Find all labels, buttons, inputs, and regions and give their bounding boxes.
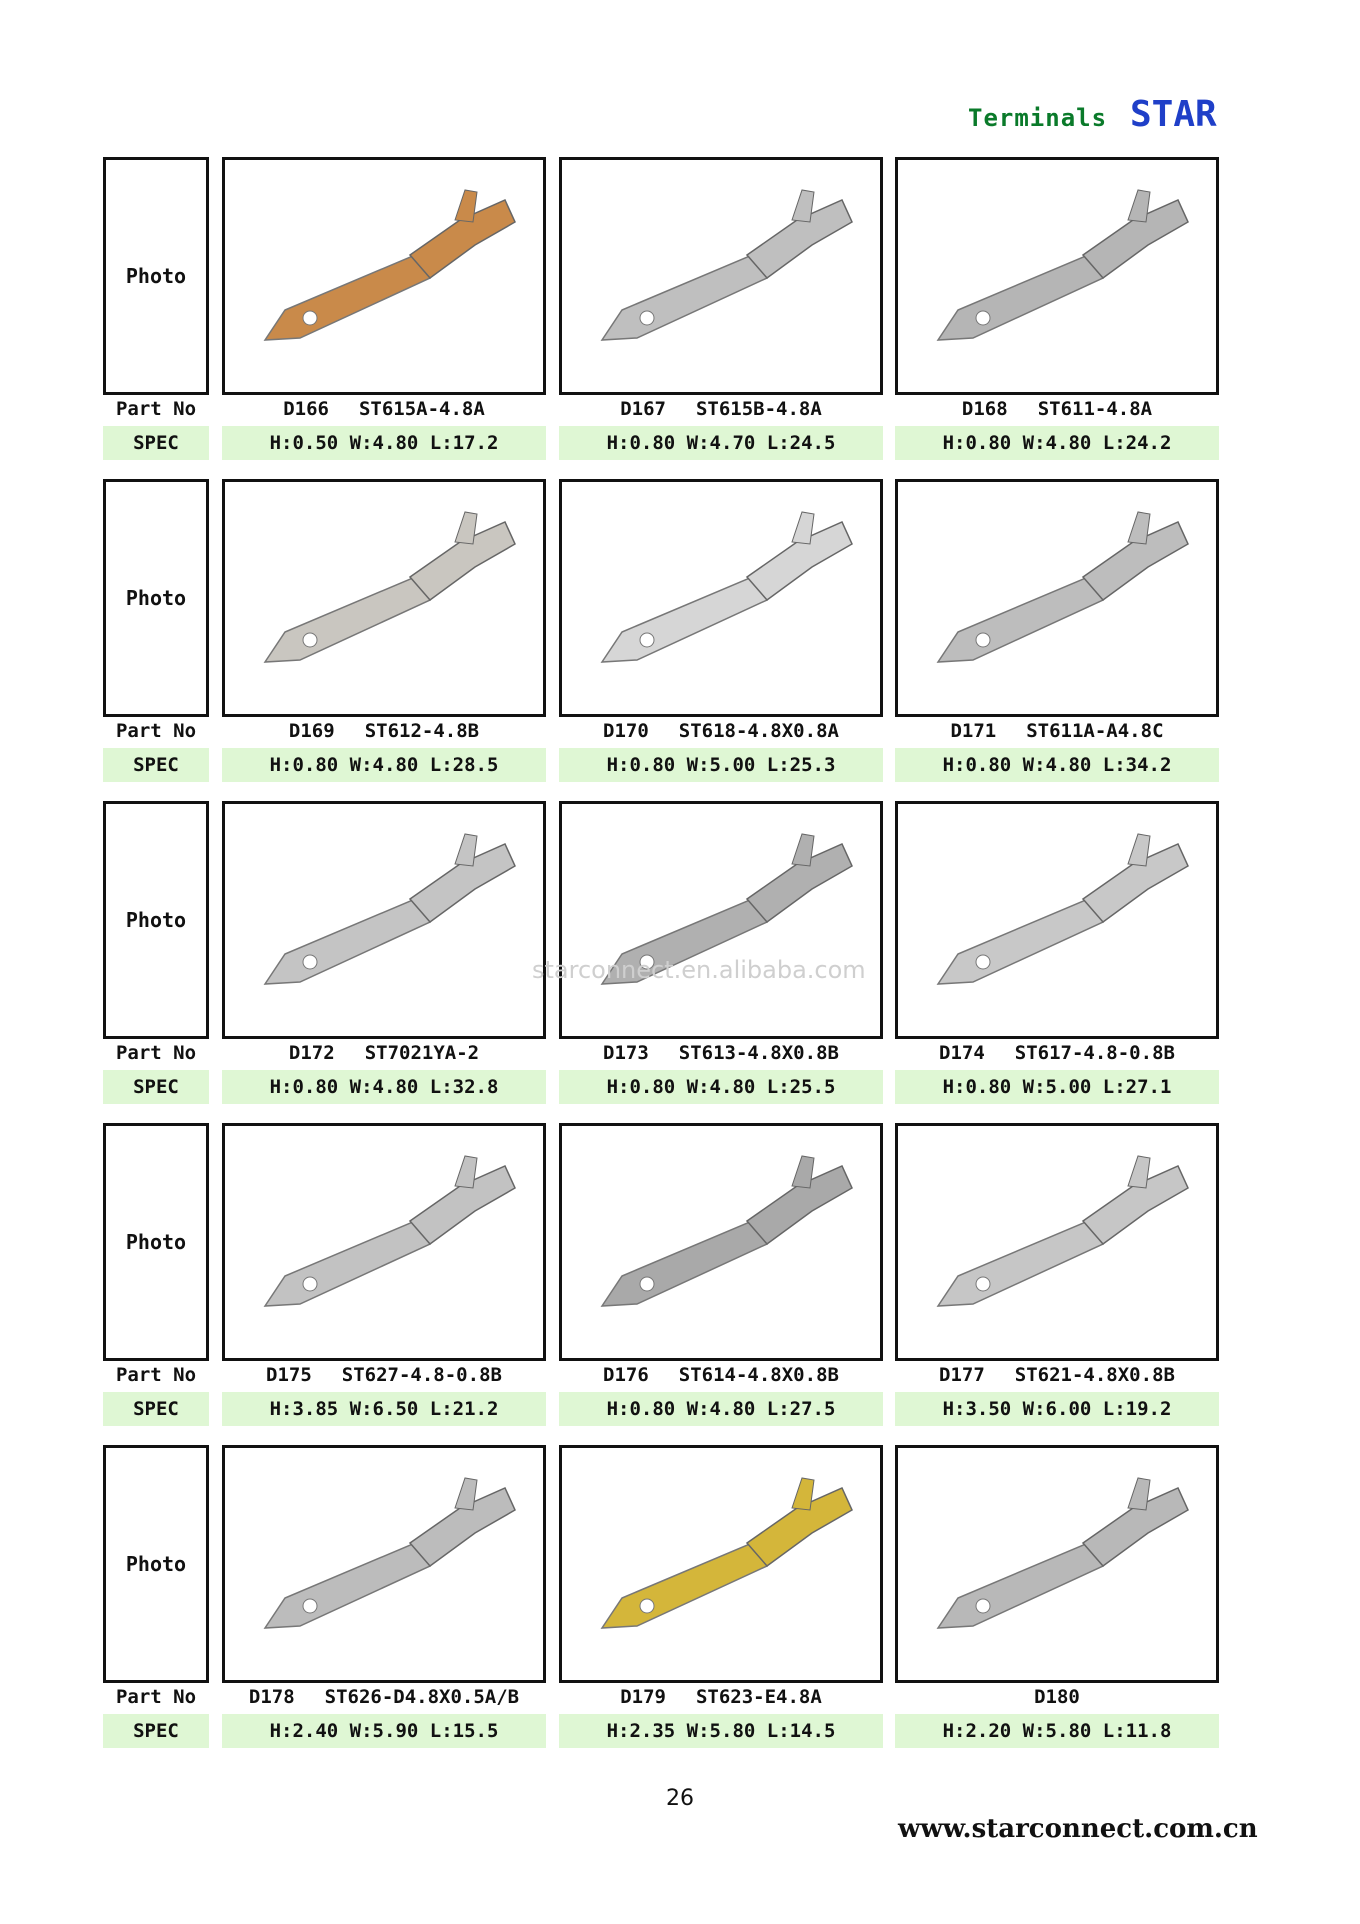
part-code: D166 — [283, 398, 329, 420]
part-number — [222, 1363, 546, 1387]
spec-value: H:0.80 W:4.80 L:28.5 — [222, 748, 546, 782]
spec-value: H:0.80 W:4.70 L:24.5 — [559, 426, 883, 460]
part-code: D173 — [603, 1042, 649, 1064]
part-model: ST611A-A4.8C — [1026, 720, 1164, 742]
terminal-blade — [938, 1543, 1103, 1628]
header-category: Terminals — [968, 104, 1108, 132]
part-number — [559, 1041, 883, 1065]
part-code: D178 — [248, 1686, 295, 1708]
terminal-photo — [559, 1445, 883, 1683]
part-no-label: Part No — [115, 1686, 197, 1708]
spec-label: SPEC — [103, 1070, 209, 1104]
terminal-illustration — [225, 482, 543, 714]
terminal-illustration — [898, 482, 1216, 714]
spec-row — [103, 426, 1218, 460]
terminal-photo — [222, 1123, 546, 1361]
part-code: D168 — [961, 398, 1008, 420]
part-number — [559, 1685, 883, 1709]
terminal-hole — [640, 311, 654, 325]
part-model: ST612-4.8B — [364, 720, 480, 742]
terminal-tab — [455, 512, 477, 544]
part-code: D179 — [620, 1686, 666, 1708]
photo-label-box — [103, 157, 209, 395]
part-number — [895, 397, 1219, 421]
catalog-group — [103, 157, 1218, 479]
part-number — [895, 1363, 1219, 1387]
photo-label: Photo — [125, 264, 187, 288]
terminal-blade — [265, 255, 430, 340]
terminal-illustration — [898, 804, 1216, 1036]
terminal-blade — [938, 899, 1103, 984]
terminal-photo — [559, 801, 883, 1039]
terminal-illustration — [562, 160, 880, 392]
terminal-hole — [303, 1599, 317, 1613]
photo-row — [103, 157, 1218, 393]
photo-label: Photo — [125, 1552, 187, 1576]
part-code: D169 — [288, 720, 335, 742]
photo-row — [103, 801, 1218, 1037]
terminal-hole — [640, 1277, 654, 1291]
spec-value: H:2.40 W:5.90 L:15.5 — [222, 1714, 546, 1748]
part-number — [895, 1685, 1219, 1709]
photo-label-box — [103, 1445, 209, 1683]
part-number — [895, 1041, 1219, 1065]
part-model: ST615A-4.8A — [358, 398, 485, 420]
part-model: ST618-4.8X0.8A — [678, 720, 839, 742]
terminal-blade — [265, 1221, 430, 1306]
spec-value: H:0.50 W:4.80 L:17.2 — [222, 426, 546, 460]
terminal-illustration — [225, 804, 543, 1036]
spec-row — [103, 1714, 1218, 1748]
spec-row — [103, 748, 1218, 782]
part-model: ST623-E4.8A — [695, 1686, 822, 1708]
part-code: D167 — [620, 398, 666, 420]
catalog-group — [103, 479, 1218, 801]
terminal-photo — [895, 1123, 1219, 1361]
photo-label: Photo — [125, 1230, 187, 1254]
photo-label: Photo — [125, 586, 187, 610]
spec-label: SPEC — [103, 1714, 209, 1748]
spec-value: H:0.80 W:4.80 L:27.5 — [559, 1392, 883, 1426]
part-no-row — [103, 1685, 1218, 1709]
part-no-row — [103, 1363, 1218, 1387]
terminal-photo — [559, 157, 883, 395]
terminal-tab — [455, 1478, 477, 1510]
terminal-blade — [938, 1221, 1103, 1306]
terminal-illustration — [898, 1448, 1216, 1680]
part-model: ST626-D4.8X0.5A/B — [324, 1686, 520, 1708]
terminal-photo — [222, 157, 546, 395]
part-code: D172 — [288, 1042, 335, 1064]
terminal-tab — [792, 834, 814, 866]
photo-label-box — [103, 479, 209, 717]
terminal-blade — [602, 577, 767, 662]
terminal-tab — [792, 1156, 814, 1188]
terminal-blade — [602, 1543, 767, 1628]
part-model: ST621-4.8X0.8B — [1014, 1364, 1175, 1386]
terminal-hole — [303, 633, 317, 647]
terminal-hole — [976, 955, 990, 969]
terminal-photo — [895, 157, 1219, 395]
terminal-hole — [640, 1599, 654, 1613]
spec-row — [103, 1392, 1218, 1426]
terminal-tab — [455, 190, 477, 222]
terminal-tab — [1128, 1478, 1150, 1510]
terminal-tab — [455, 834, 477, 866]
catalog-group — [103, 1445, 1218, 1767]
terminal-illustration — [898, 1126, 1216, 1358]
terminal-hole — [303, 955, 317, 969]
terminal-hole — [303, 1277, 317, 1291]
spec-value: H:3.50 W:6.00 L:19.2 — [895, 1392, 1219, 1426]
terminal-hole — [976, 1277, 990, 1291]
terminal-illustration — [225, 1126, 543, 1358]
part-model: ST614-4.8X0.8B — [678, 1364, 839, 1386]
spec-value: H:3.85 W:6.50 L:21.2 — [222, 1392, 546, 1426]
terminal-photo — [222, 479, 546, 717]
terminal-tab — [1128, 190, 1150, 222]
spec-label: SPEC — [103, 748, 209, 782]
part-number — [895, 719, 1219, 743]
spec-value: H:2.20 W:5.80 L:11.8 — [895, 1714, 1219, 1748]
part-code: D180 — [1034, 1686, 1080, 1708]
spec-value: H:0.80 W:4.80 L:34.2 — [895, 748, 1219, 782]
terminal-photo — [895, 479, 1219, 717]
terminal-illustration — [562, 1126, 880, 1358]
part-model: ST627-4.8-0.8B — [341, 1364, 502, 1386]
terminal-blade — [265, 899, 430, 984]
part-code: D175 — [266, 1364, 312, 1386]
terminal-blade — [938, 577, 1103, 662]
part-number — [559, 397, 883, 421]
photo-label-box — [103, 801, 209, 1039]
part-model: ST617-4.8-0.8B — [1014, 1042, 1175, 1064]
terminal-blade — [265, 1543, 430, 1628]
spec-value: H:0.80 W:4.80 L:24.2 — [895, 426, 1219, 460]
terminal-tab — [1128, 512, 1150, 544]
catalog-group — [103, 1123, 1218, 1445]
terminal-hole — [303, 311, 317, 325]
terminal-tab — [792, 190, 814, 222]
part-code: D171 — [950, 720, 997, 742]
terminal-illustration — [562, 482, 880, 714]
terminal-illustration — [562, 1448, 880, 1680]
terminal-photo — [559, 479, 883, 717]
terminal-blade — [265, 577, 430, 662]
terminal-blade — [602, 1221, 767, 1306]
terminal-photo — [559, 1123, 883, 1361]
terminal-blade — [602, 255, 767, 340]
part-model: ST7021YA-2 — [364, 1042, 480, 1064]
spec-value: H:0.80 W:4.80 L:25.5 — [559, 1070, 883, 1104]
spec-value: H:0.80 W:5.00 L:27.1 — [895, 1070, 1219, 1104]
part-number — [559, 719, 883, 743]
terminal-tab — [1128, 834, 1150, 866]
terminal-tab — [792, 1478, 814, 1510]
part-no-label: Part No — [115, 720, 197, 742]
website-url[interactable]: www.starconnect.com.cn — [898, 1814, 1258, 1844]
terminal-hole — [976, 311, 990, 325]
terminal-tab — [455, 1156, 477, 1188]
photo-row — [103, 479, 1218, 715]
part-no-label: Part No — [115, 398, 197, 420]
terminal-illustration — [225, 1448, 543, 1680]
terminal-photo — [895, 801, 1219, 1039]
photo-label-box — [103, 1123, 209, 1361]
terminal-tab — [1128, 1156, 1150, 1188]
part-code: D177 — [939, 1364, 985, 1386]
part-no-label: Part No — [115, 1042, 197, 1064]
terminal-hole — [640, 633, 654, 647]
photo-row — [103, 1123, 1218, 1359]
terminal-photo — [222, 1445, 546, 1683]
part-number — [222, 397, 546, 421]
terminal-blade — [938, 255, 1103, 340]
terminal-illustration — [562, 804, 880, 1036]
watermark: starconnect.en.alibaba.com — [532, 956, 866, 984]
terminal-hole — [976, 1599, 990, 1613]
part-no-row — [103, 719, 1218, 743]
part-number — [222, 1685, 546, 1709]
page-number: 26 — [666, 1786, 694, 1811]
terminal-photo — [222, 801, 546, 1039]
spec-label: SPEC — [103, 1392, 209, 1426]
part-number — [222, 1041, 546, 1065]
photo-row — [103, 1445, 1218, 1681]
photo-label: Photo — [125, 908, 187, 932]
part-number — [222, 719, 546, 743]
terminal-illustration — [898, 160, 1216, 392]
part-code: D170 — [603, 720, 649, 742]
part-no-row — [103, 1041, 1218, 1065]
part-no-row — [103, 397, 1218, 421]
part-code: D174 — [939, 1042, 985, 1064]
terminal-illustration — [225, 160, 543, 392]
terminal-photo — [895, 1445, 1219, 1683]
part-model: ST615B-4.8A — [695, 398, 822, 420]
header-brand-logo: STAR — [1130, 94, 1217, 135]
terminal-hole — [976, 633, 990, 647]
part-model: ST611-4.8A — [1037, 398, 1153, 420]
terminal-tab — [792, 512, 814, 544]
spec-value: H:0.80 W:4.80 L:32.8 — [222, 1070, 546, 1104]
spec-value: H:0.80 W:5.00 L:25.3 — [559, 748, 883, 782]
part-no-label: Part No — [115, 1364, 197, 1386]
spec-label: SPEC — [103, 426, 209, 460]
part-code: D176 — [603, 1364, 649, 1386]
spec-value: H:2.35 W:5.80 L:14.5 — [559, 1714, 883, 1748]
part-number — [559, 1363, 883, 1387]
spec-row — [103, 1070, 1218, 1104]
part-model: ST613-4.8X0.8B — [678, 1042, 839, 1064]
